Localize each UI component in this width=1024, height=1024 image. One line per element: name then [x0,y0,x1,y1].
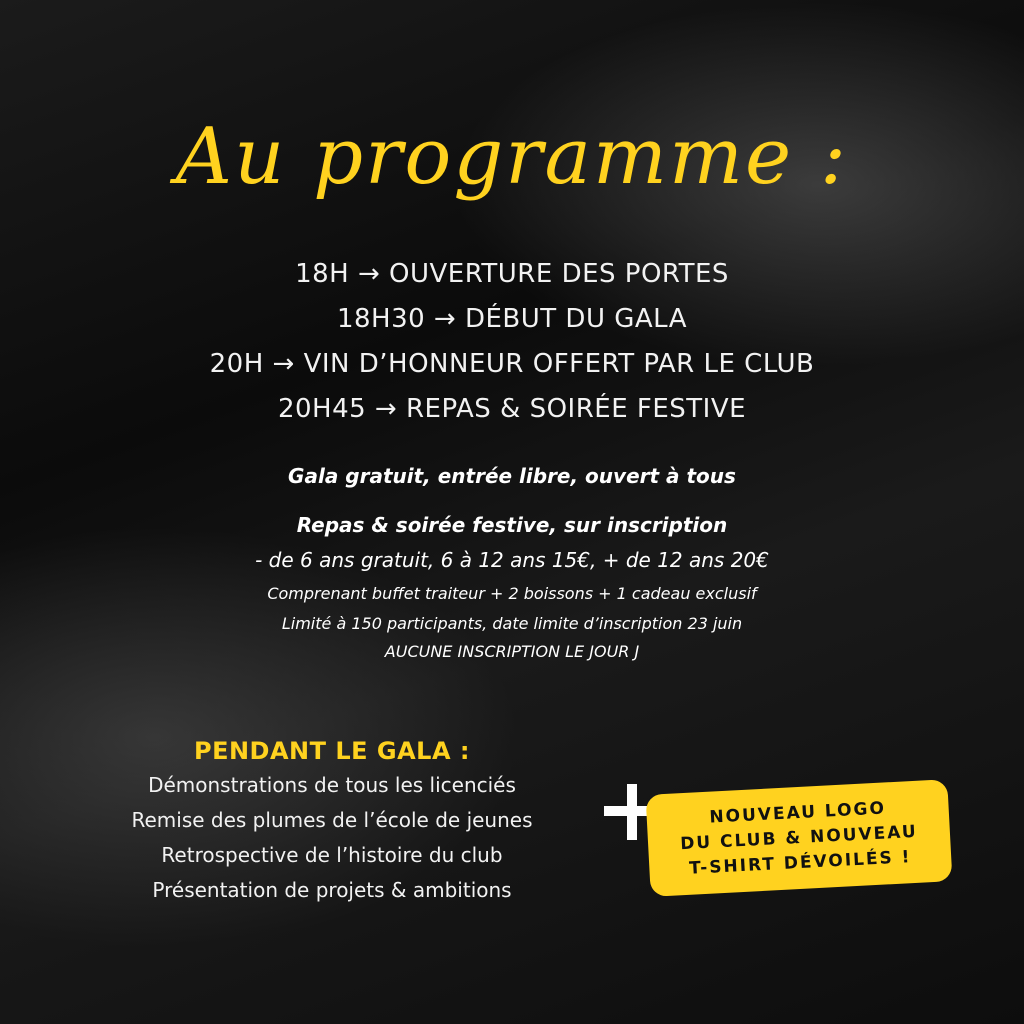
badge-line: DU CLUB & NOUVEAU [679,821,919,854]
schedule-item: 18H30 → DÉBUT DU GALA [336,304,688,334]
schedule-item: 20H45 → REPAS & SOIRÉE FESTIVE [277,394,747,424]
schedule-list [0,252,1024,432]
during-gala-item: Retrospective de l’histoire du club [161,843,503,867]
during-gala-heading: PENDANT LE GALA : [193,737,470,765]
badge-line: T-SHIRT DÉVOILÉS ! [688,846,912,879]
during-gala-item: Démonstrations de tous les licenciés [148,773,516,797]
during-gala-item: Présentation de projets & ambitions [152,878,512,902]
schedule-item: 18H → OUVERTURE DES PORTES [295,259,729,289]
no-same-day-note: AUCUNE INSCRIPTION LE JOUR J [384,642,640,661]
gala-free-note: Gala gratuit, entrée libre, ouvert à tous [288,464,736,488]
new-logo-badge [646,779,953,897]
badge-line: NOUVEAU LOGO [708,797,887,828]
price-list: - de 6 ans gratuit, 6 à 12 ans 15€, + de 12 ans 20€ [255,548,769,572]
during-gala-section [62,734,602,908]
schedule-item: 20H → VIN D’HONNEUR OFFERT PAR LE CLUB [209,349,815,379]
meal-title: Repas & soirée festive, sur inscription [296,513,728,537]
page-title: Au programme : [175,112,849,202]
during-gala-item: Remise des plumes de l’école de jeunes [131,808,533,832]
includes-note: Comprenant buffet traiteur + 2 boissons + 1 cadeau exclusif [267,584,757,603]
limit-note: Limité à 150 participants, date limite d’inscription 23 juin [281,614,743,633]
